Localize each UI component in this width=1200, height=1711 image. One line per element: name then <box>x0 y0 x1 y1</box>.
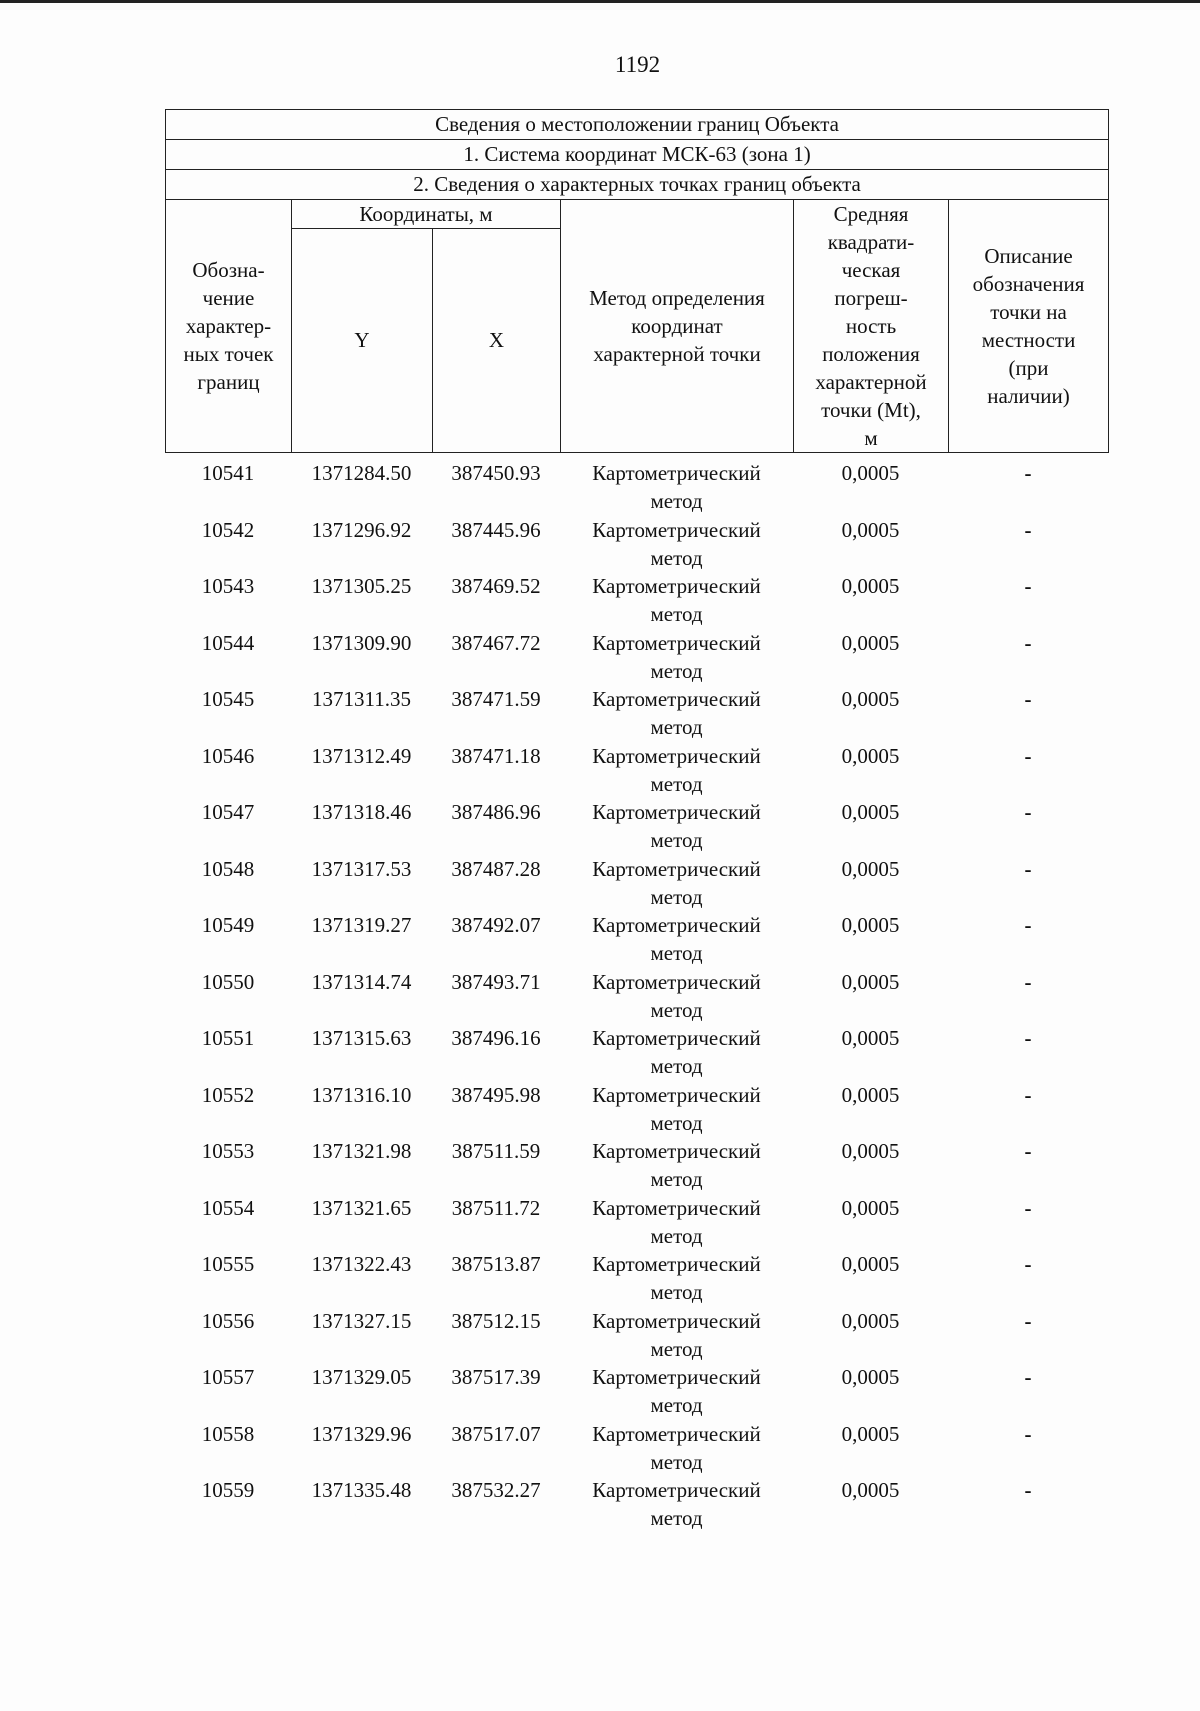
coord-x-cell: 387450.93 <box>451 461 541 485</box>
coord-x-cell: 387493.71 <box>451 969 541 994</box>
page-number: 1192 <box>614 52 661 77</box>
description-cell: - <box>1024 517 1032 542</box>
coord-x-cell: 387532.27 <box>451 1478 541 1502</box>
coord-x-cell: 387471.18 <box>451 743 541 768</box>
error-cell: 0,0005 <box>841 1026 900 1050</box>
description-cell: - <box>1024 630 1032 655</box>
description-cell: - <box>1024 969 1032 994</box>
method-cell: Картометрический метод <box>592 1195 761 1248</box>
method-cell: Картометрический метод <box>592 743 761 796</box>
error-cell: 0,0005 <box>841 1308 900 1333</box>
method-cell: Картометрический метод <box>592 1082 761 1135</box>
col-header-x: X <box>433 229 561 453</box>
coord-y-cell: 1371296.92 <box>311 517 412 542</box>
coord-x-cell: 387513.87 <box>451 1252 541 1276</box>
coord-x-cell: 387495.98 <box>451 1082 541 1107</box>
coord-x-cell: 387487.28 <box>451 856 541 881</box>
error-cell: 0,0005 <box>841 969 900 994</box>
col-header-method: Метод определения координат характерной точки <box>561 200 794 453</box>
col-header-point-id: Обозна- чение характер- ных точек границ <box>166 200 292 453</box>
table-row <box>165 911 1108 968</box>
coord-x-cell: 387492.07 <box>451 913 541 937</box>
method-cell: Картометрический метод <box>592 1252 761 1304</box>
point-id-cell: 10553 <box>201 1139 255 1163</box>
table-row <box>165 1081 1108 1138</box>
description-cell: - <box>1024 1252 1032 1276</box>
coord-x-cell: 387471.59 <box>451 687 541 711</box>
coord-y-cell: 1371319.27 <box>311 913 412 937</box>
table-row <box>165 798 1108 855</box>
error-cell: 0,0005 <box>841 687 900 711</box>
description-cell: - <box>1024 1308 1032 1333</box>
col-header-description: Описание обозначения точки на местности (при наличии) <box>949 200 1109 453</box>
error-cell: 0,0005 <box>841 743 900 768</box>
point-id-cell: 10552 <box>201 1082 255 1107</box>
error-cell: 0,0005 <box>841 517 900 542</box>
error-cell: 0,0005 <box>841 574 900 598</box>
coord-y-cell: 1371318.46 <box>311 800 412 824</box>
description-cell: - <box>1024 856 1032 881</box>
coord-y-cell: 1371329.05 <box>311 1365 412 1389</box>
top-rule <box>0 0 1200 3</box>
table-row <box>165 516 1108 573</box>
method-cell: Картометрический метод <box>592 1365 761 1417</box>
section-coordinate-system: 1. Система координат МСК-63 (зона 1) <box>166 140 1109 170</box>
description-cell: - <box>1024 1026 1032 1050</box>
error-cell: 0,0005 <box>841 1252 900 1276</box>
method-cell: Картометрический метод <box>592 517 761 570</box>
point-id-cell: 10558 <box>201 1421 255 1446</box>
error-cell: 0,0005 <box>841 630 900 655</box>
description-cell: - <box>1024 574 1032 598</box>
error-cell: 0,0005 <box>841 1365 900 1389</box>
coord-y-cell: 1371309.90 <box>311 630 412 655</box>
coord-x-cell: 387517.39 <box>451 1365 541 1389</box>
coordinates-table-body <box>165 459 1108 1533</box>
point-id-cell: 10551 <box>201 1026 255 1050</box>
coord-x-cell: 387486.96 <box>451 800 541 824</box>
point-id-cell: 10543 <box>201 574 255 598</box>
point-id-cell: 10548 <box>201 856 255 881</box>
table-row <box>165 1476 1108 1533</box>
coord-y-cell: 1371284.50 <box>311 461 412 485</box>
point-id-cell: 10559 <box>201 1478 255 1502</box>
coord-y-cell: 1371312.49 <box>311 743 412 768</box>
method-cell: Картометрический метод <box>592 913 761 965</box>
error-cell: 0,0005 <box>841 800 900 824</box>
point-id-cell: 10542 <box>201 517 255 542</box>
description-cell: - <box>1024 1195 1032 1220</box>
table-row <box>165 629 1108 686</box>
point-id-cell: 10546 <box>201 743 255 768</box>
coord-y-cell: 1371317.53 <box>311 856 412 881</box>
error-cell: 0,0005 <box>841 1421 900 1446</box>
coordinates-table-header <box>165 109 1109 453</box>
table-row <box>165 1137 1108 1194</box>
coord-x-cell: 387517.07 <box>451 1421 541 1446</box>
point-id-cell: 10554 <box>201 1195 255 1220</box>
point-id-cell: 10550 <box>201 969 255 994</box>
method-cell: Картометрический метод <box>592 1421 761 1474</box>
point-id-cell: 10555 <box>201 1252 255 1276</box>
table-row <box>165 1363 1108 1420</box>
table-row <box>165 1420 1108 1477</box>
description-cell: - <box>1024 1365 1032 1389</box>
method-cell: Картометрический метод <box>592 1139 761 1191</box>
error-cell: 0,0005 <box>841 1139 900 1163</box>
description-cell: - <box>1024 743 1032 768</box>
coord-y-cell: 1371314.74 <box>311 969 412 994</box>
coord-y-cell: 1371305.25 <box>311 574 412 598</box>
table-row <box>165 459 1108 516</box>
point-id-cell: 10545 <box>201 687 255 711</box>
coord-x-cell: 387496.16 <box>451 1026 541 1050</box>
method-cell: Картометрический метод <box>592 856 761 909</box>
point-id-cell: 10541 <box>201 461 255 485</box>
coord-y-cell: 1371311.35 <box>312 687 411 711</box>
coord-y-cell: 1371316.10 <box>311 1082 412 1107</box>
table-row <box>165 1250 1108 1307</box>
point-id-cell: 10556 <box>201 1308 255 1333</box>
section-characteristic-points: 2. Сведения о характерных точках границ объекта <box>166 170 1109 200</box>
table-row <box>165 742 1108 799</box>
coord-x-cell: 387511.72 <box>451 1195 541 1220</box>
table-row <box>165 572 1108 629</box>
error-cell: 0,0005 <box>841 913 900 937</box>
description-cell: - <box>1024 687 1032 711</box>
error-cell: 0,0005 <box>841 1195 900 1220</box>
point-id-cell: 10557 <box>201 1365 255 1389</box>
coord-x-cell: 387445.96 <box>451 517 541 542</box>
table-row <box>165 855 1108 912</box>
table-row <box>165 1307 1108 1364</box>
coord-x-cell: 387511.59 <box>451 1139 541 1163</box>
coord-x-cell: 387469.52 <box>451 574 541 598</box>
table-row <box>165 1194 1108 1251</box>
col-header-error: Средняя квадрати- ческая погреш- ность положения характерной точки (Mt), м <box>794 200 949 453</box>
description-cell: - <box>1024 1082 1032 1107</box>
coord-y-cell: 1371321.65 <box>311 1195 412 1220</box>
error-cell: 0,0005 <box>841 1082 900 1107</box>
description-cell: - <box>1024 913 1032 937</box>
col-header-coordinates: Координаты, м <box>292 200 561 229</box>
coord-x-cell: 387512.15 <box>451 1308 541 1333</box>
table-row <box>165 968 1108 1025</box>
point-id-cell: 10547 <box>201 800 255 824</box>
coord-y-cell: 1371321.98 <box>311 1139 412 1163</box>
error-cell: 0,0005 <box>841 856 900 881</box>
point-id-cell: 10544 <box>201 630 255 655</box>
method-cell: Картометрический метод <box>592 969 761 1022</box>
method-cell: Картометрический метод <box>592 574 761 626</box>
coord-y-cell: 1371329.96 <box>311 1421 412 1446</box>
method-cell: Картометрический метод <box>592 630 761 683</box>
table-row <box>165 685 1108 742</box>
error-cell: 0,0005 <box>841 461 900 485</box>
description-cell: - <box>1024 461 1032 485</box>
method-cell: Картометрический метод <box>592 1478 761 1530</box>
coord-y-cell: 1371315.63 <box>311 1026 412 1050</box>
method-cell: Картометрический метод <box>592 1026 761 1078</box>
coord-y-cell: 1371335.48 <box>311 1478 412 1502</box>
table-row <box>165 1024 1108 1081</box>
error-cell: 0,0005 <box>841 1478 900 1502</box>
col-header-y: Y <box>292 229 433 453</box>
method-cell: Картометрический метод <box>592 461 761 513</box>
description-cell: - <box>1024 800 1032 824</box>
table-title: Сведения о местоположении границ Объекта <box>166 110 1109 140</box>
method-cell: Картометрический метод <box>592 1308 761 1361</box>
description-cell: - <box>1024 1421 1032 1446</box>
method-cell: Картометрический метод <box>592 800 761 852</box>
method-cell: Картометрический метод <box>592 687 761 739</box>
point-id-cell: 10549 <box>201 913 255 937</box>
coord-y-cell: 1371322.43 <box>311 1252 412 1276</box>
coord-y-cell: 1371327.15 <box>311 1308 412 1333</box>
description-cell: - <box>1024 1139 1032 1163</box>
coord-x-cell: 387467.72 <box>451 630 541 655</box>
description-cell: - <box>1024 1478 1032 1502</box>
